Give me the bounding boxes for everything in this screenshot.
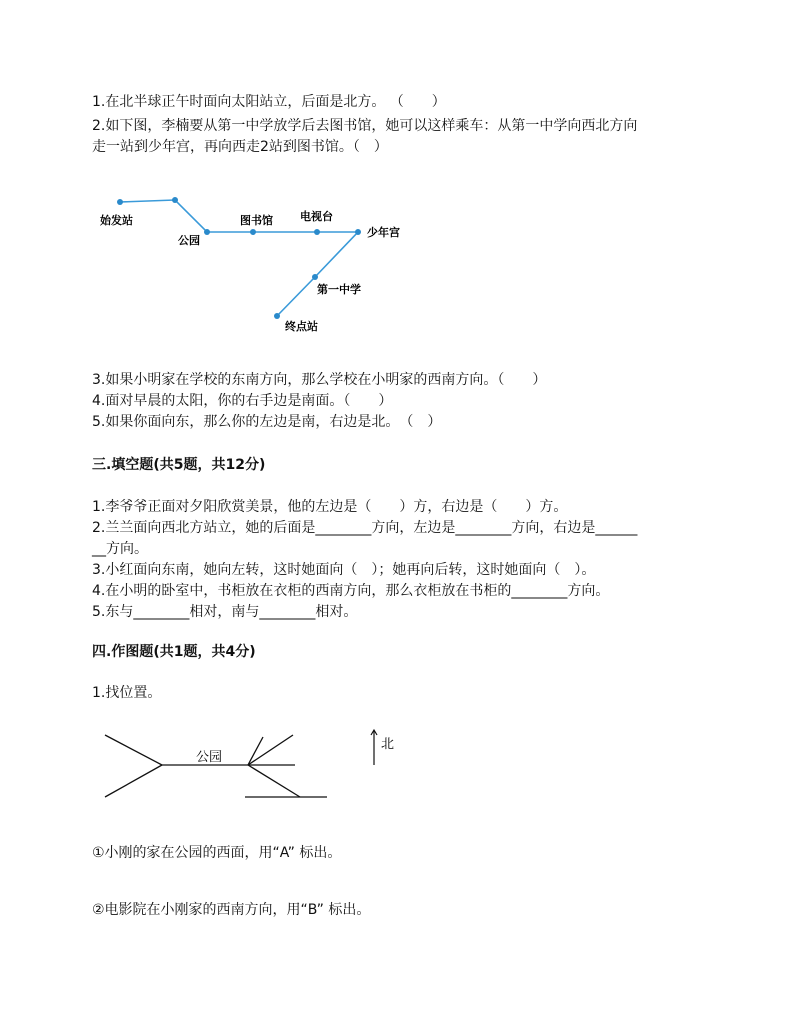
section3-title: 三.填空题(共5题，共12分) bbox=[92, 457, 266, 473]
street-map bbox=[95, 725, 415, 810]
draw-sub2: ②电影院在小刚家的西南方向，用“B” 标出。 bbox=[92, 902, 371, 918]
judgement-q1: 1.在北半球正午时面向太阳站立，后面是北方。 （ ） bbox=[92, 94, 446, 110]
stop-library bbox=[250, 229, 256, 235]
stop-school bbox=[312, 274, 318, 280]
fill-q3: 3.小红面向东南，她向左转，这时她面向（ ）；她再向后转，这时她面向（ ）。 bbox=[92, 562, 596, 578]
draw-sub1: ①小刚的家在公园的西面，用“A” 标出。 bbox=[92, 845, 342, 861]
north-arrow bbox=[371, 730, 377, 765]
stop-end bbox=[274, 313, 280, 319]
judgement-q2-line1: 2.如下图，李楠要从第一中学放学后去图书馆，她可以这样乘车：从第一中学向西北方向 bbox=[92, 118, 638, 134]
fill-q1: 1.李爷爷正面对夕阳欣赏美景，他的左边是（ ）方，右边是（ ）方。 bbox=[92, 499, 568, 515]
north-label: 北 bbox=[381, 737, 395, 752]
stop-turn bbox=[172, 197, 178, 203]
judgement-q2-line2: 走一站到少年宫，再向西走2站到图书馆。（ ） bbox=[92, 139, 388, 155]
fill-q4: 4.在小明的卧室中，书柜放在衣柜的西南方向，那么衣柜放在书柜的________方向。 bbox=[92, 583, 610, 599]
label-start: 始发站 bbox=[100, 214, 133, 227]
judgement-q5: 5.如果你面向东，那么你的左边是南，右边是北。 （ ） bbox=[92, 414, 442, 430]
stop-start bbox=[117, 199, 123, 205]
judgement-q3: 3.如果小明家在学校的东南方向，那么学校在小明家的西南方向。（ ） bbox=[92, 372, 547, 388]
stop-park bbox=[204, 229, 210, 235]
label-library: 图书馆 bbox=[240, 214, 273, 227]
judgement-q4: 4.面对早晨的太阳，你的右手边是南面。（ ） bbox=[92, 393, 393, 409]
fill-q5: 5.东与________相对，南与________相对。 bbox=[92, 604, 358, 620]
park-label: 公园 bbox=[196, 750, 223, 765]
label-tv: 电视台 bbox=[300, 210, 333, 223]
label-end: 终点站 bbox=[285, 320, 318, 333]
label-youth: 少年宫 bbox=[367, 226, 400, 239]
fill-q2-line2: __方向。 bbox=[92, 541, 148, 557]
stop-tv bbox=[314, 229, 320, 235]
section4-title: 四.作图题(共1题，共4分) bbox=[92, 644, 256, 660]
label-school: 第一中学 bbox=[317, 283, 361, 296]
fill-q2-line1: 2.兰兰面向西北方站立，她的后面是________方向，左边是________方向，右边是______ bbox=[92, 520, 638, 536]
bus-route-map bbox=[80, 180, 420, 340]
stop-youth bbox=[355, 229, 361, 235]
label-park: 公园 bbox=[178, 234, 200, 247]
draw-q1: 1.找位置。 bbox=[92, 685, 162, 701]
